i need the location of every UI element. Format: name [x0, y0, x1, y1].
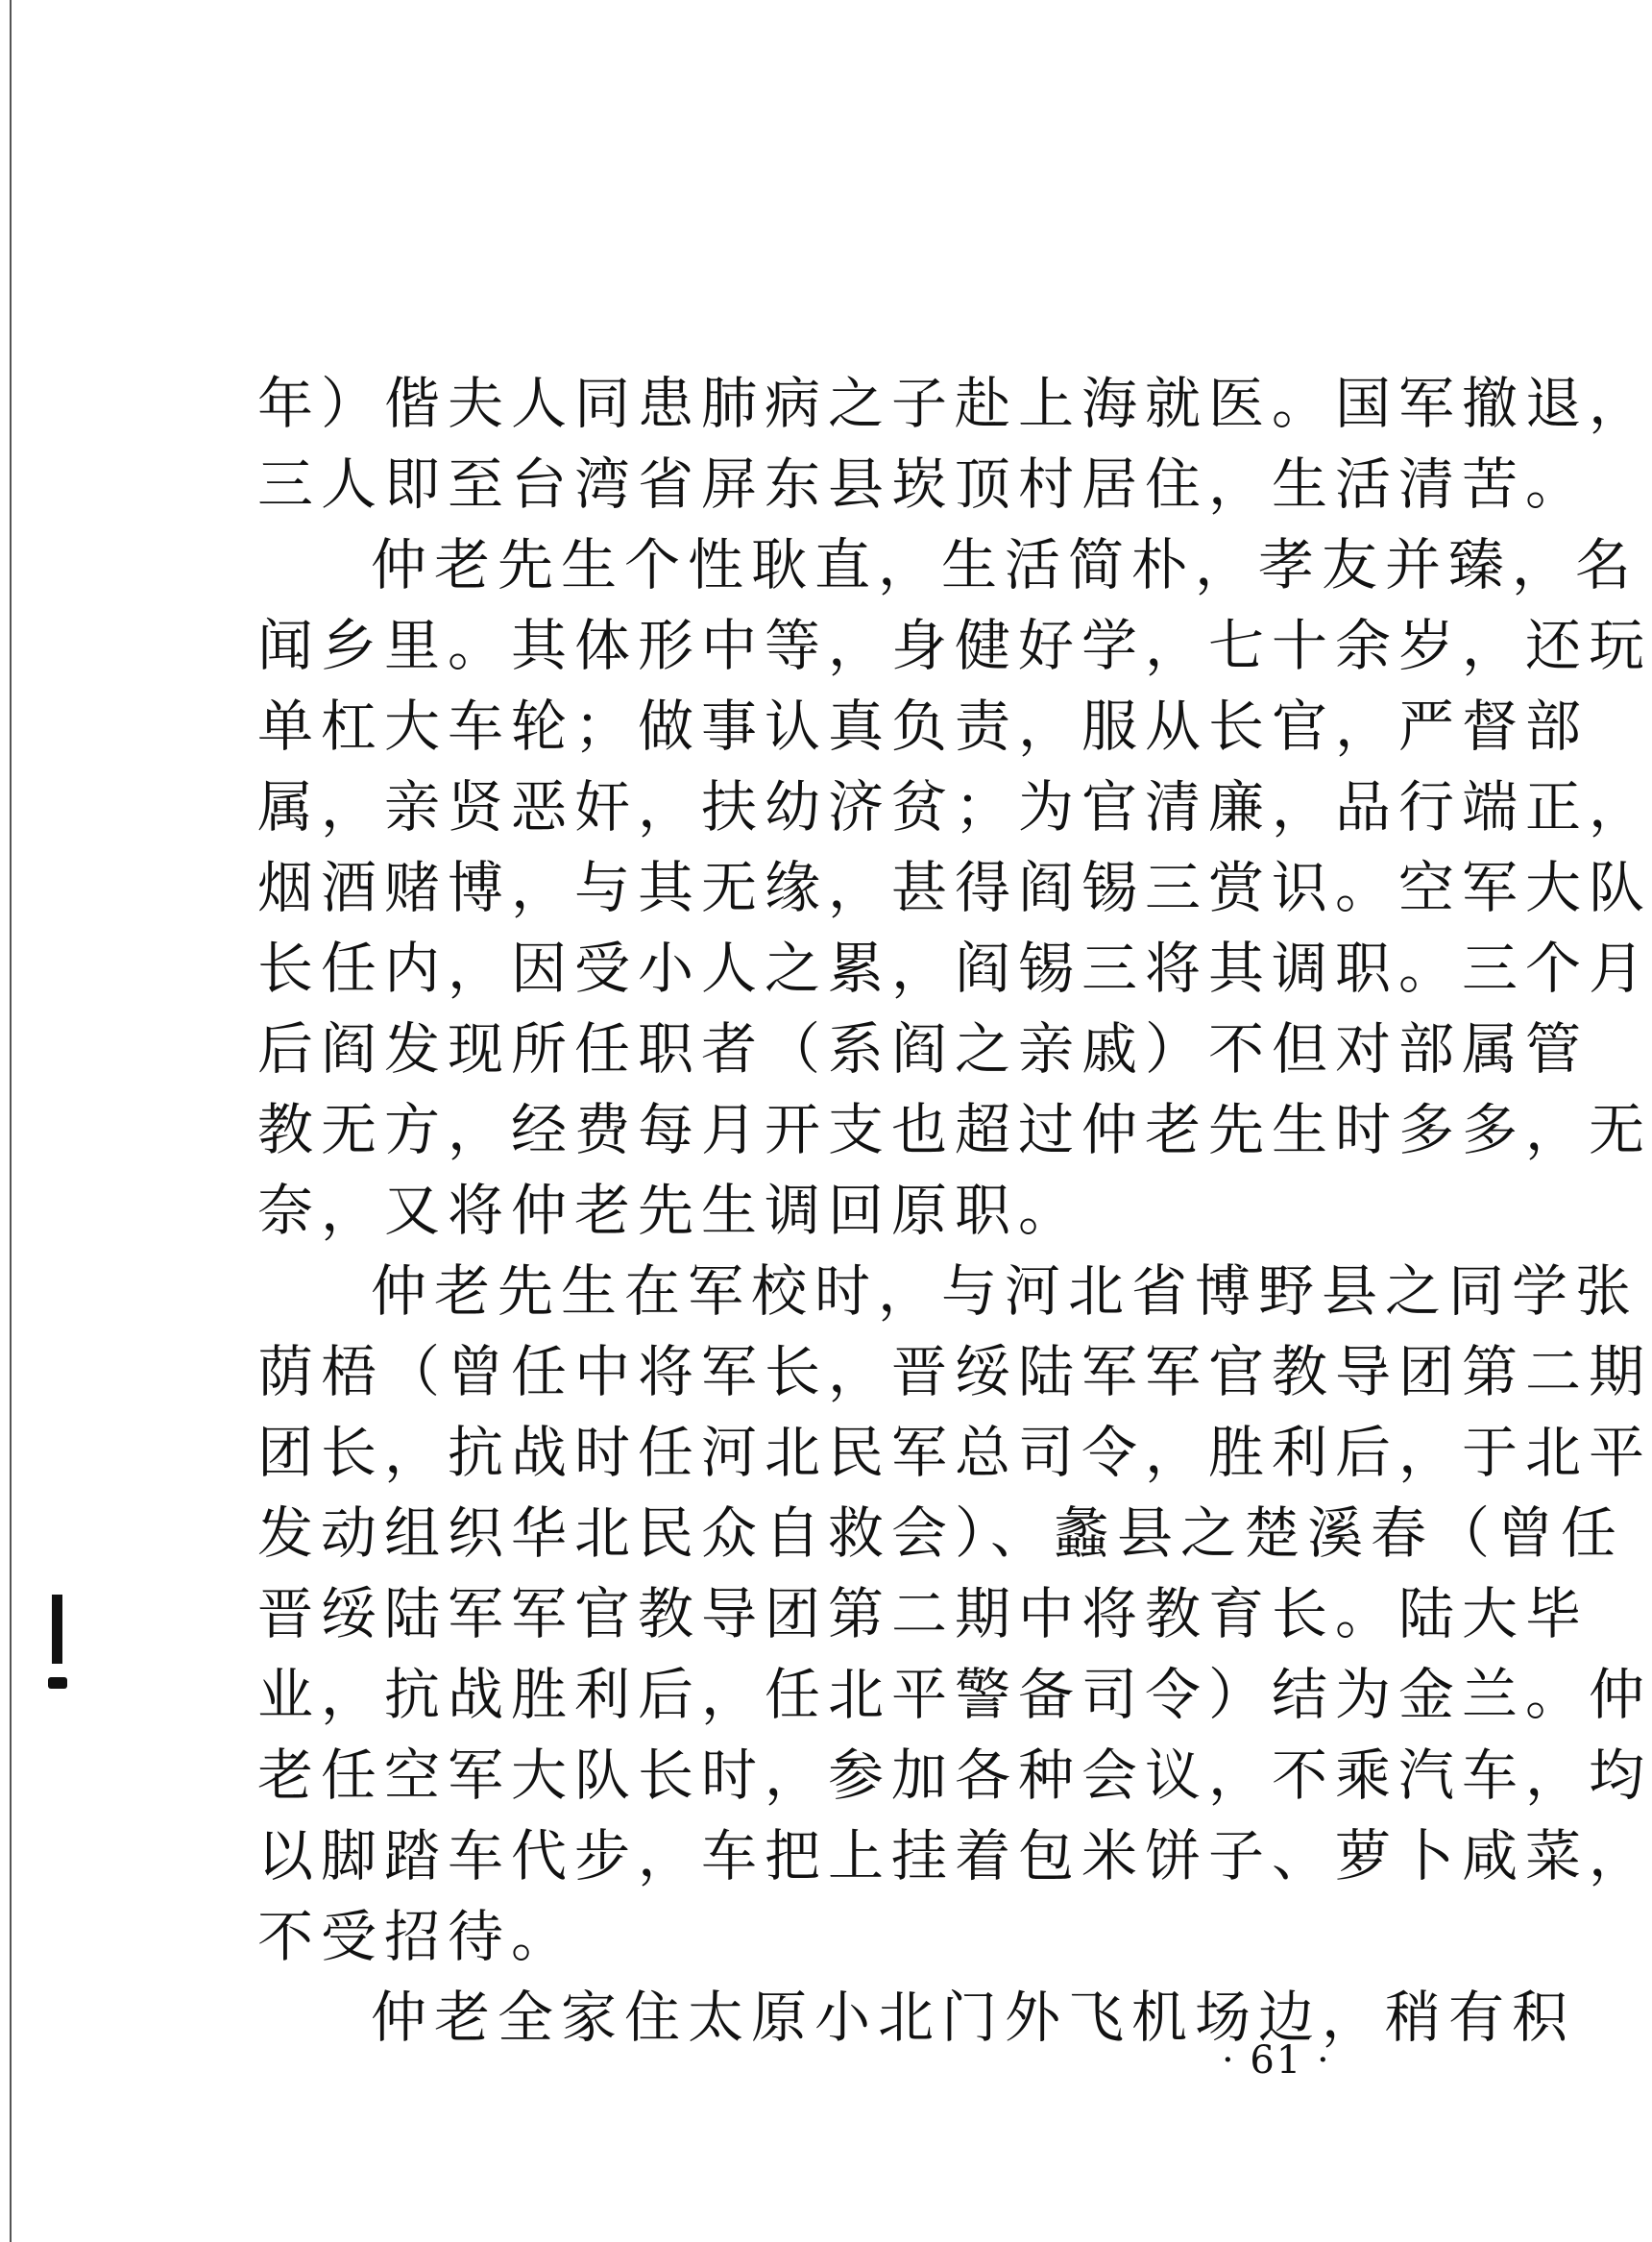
text-line: 团长，抗战时任河北民军总司令，胜利后，于北平 — [257, 1420, 1652, 1485]
text-line: 荫梧（曾任中将军长，晋绥陆军军官教导团第二期 — [257, 1339, 1652, 1404]
text-line: 后阎发现所任职者（系阎之亲戚）不但对部属管 — [257, 1016, 1590, 1082]
margin-marks — [46, 1595, 69, 1700]
text-line: 烟酒赌博，与其无缘，甚得阎锡三赏识。空军大队 — [257, 855, 1652, 920]
body-text — [257, 363, 1652, 2058]
margin-bar-mark — [52, 1595, 62, 1664]
text-line: 发动组织华北民众自救会）、蠡县之楚溪春（曾任 — [257, 1500, 1625, 1566]
text-line: 以脚踏车代步，车把上挂着包米饼子、萝卜咸菜， — [257, 1823, 1652, 1889]
text-line: 三人即至台湾省屏东县崁顶村居住，生活清苦。 — [257, 451, 1590, 517]
text-line: 单杠大车轮；做事认真负责，服从长官，严督部 — [257, 694, 1590, 759]
text-line: 长任内，因受小人之累，阎锡三将其调职。三个月 — [257, 936, 1652, 1001]
text-line: 业，抗战胜利后，任北平警备司令）结为金兰。仲 — [257, 1662, 1652, 1727]
margin-dash-mark — [48, 1677, 67, 1689]
paragraph-start-line: 仲老先生在军校时，与河北省博野县之同学张 — [371, 1258, 1640, 1324]
text-line: 奈，又将仲老先生调回原职。 — [257, 1178, 1082, 1243]
text-line: 老任空军大队长时，参加各种会议，不乘汽车，均 — [257, 1742, 1652, 1808]
text-line: 教无方，经费每月开支也超过仲老先生时多多，无 — [257, 1097, 1652, 1162]
page-left-edge-line — [10, 0, 12, 2242]
paragraph-start-line: 仲老全家住太原小北门外飞机场边，稍有积 — [371, 1985, 1576, 2050]
paragraph-start-line: 仲老先生个性耿直，生活简朴，孝友并臻，名 — [371, 532, 1640, 597]
text-line: 年）偕夫人同患肺病之子赴上海就医。国军撤退， — [257, 371, 1652, 436]
page-number: · 61 · — [1222, 2038, 1331, 2083]
text-line: 闻乡里。其体形中等，身健好学，七十余岁，还玩 — [257, 613, 1652, 678]
text-line: 属，亲贤恶奸，扶幼济贫；为官清廉，品行端正， — [257, 774, 1652, 840]
text-line: 晋绥陆军军官教导团第二期中将教育长。陆大毕 — [257, 1581, 1590, 1646]
text-line: 不受招待。 — [257, 1904, 575, 1969]
